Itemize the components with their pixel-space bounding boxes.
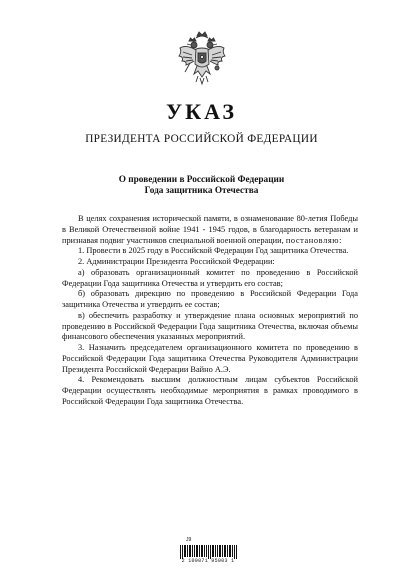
- paragraph-2b: б) образовать дирекцию по проведению в Российской Федерации Года защитника Отечества и утвердить ее состав;: [62, 289, 358, 309]
- paragraph-2a: а) образовать организационный комитет по проведению в Российской Федерации Года защитника Отечества и утвердить его состав;: [62, 267, 358, 288]
- decree-body: [62, 214, 358, 408]
- paragraph-1: 1. Провести в 2025 году в Российской Федерации Год защитника Отечества.: [78, 246, 349, 256]
- barcode-mark: J9: [186, 537, 192, 543]
- document-subtitle: ПРЕЗИДЕНТА РОССИЙСКОЙ ФЕДЕРАЦИИ: [85, 133, 318, 145]
- coat-of-arms-icon: [176, 30, 228, 88]
- intro-text: В целях сохранения исторической памяти, в ознаменование 80-летия Победы в Великой Отечественной войне 1941 - 1945 годов, в благодарность ветеранам и признавая подвиг участников специальной военной операции,: [62, 214, 358, 245]
- document-title: УКАЗ: [165, 99, 238, 124]
- barcode-icon: [180, 545, 238, 559]
- heading-line-1: О проведении в Российской Федерации: [118, 175, 285, 185]
- decree-word: постановляю:: [285, 235, 343, 245]
- paragraph-4: 4. Рекомендовать высшим должностным лицам субъектов Российской Федерации осуществлять необходимые мероприятия в рамках проводимого в Российской Федерации Года защитника Отечества.: [62, 375, 358, 406]
- paragraph-2c: в) обеспечить разработку и утверждение плана основных мероприятий по проведению в Российской Федерации Года защитника Отечества, включая объемы финансового обеспечения указанных мероприятий.: [62, 310, 358, 342]
- barcode-number: 2 100071 95003 1: [181, 558, 235, 564]
- intro-paragraph: [62, 214, 358, 246]
- decree-heading: [0, 175, 403, 197]
- paragraph-2: 2. Администрации Президента Российской Федерации:: [78, 257, 275, 266]
- paragraph-3: 3. Назначить председателем организационного комитета по проведению в Российской Федерации Года защитника Отечества Руководителя Администрации Президента Российской Федерации Вайно А.Э.: [62, 343, 358, 374]
- heading-line-2: Года защитника Отечества: [144, 186, 259, 196]
